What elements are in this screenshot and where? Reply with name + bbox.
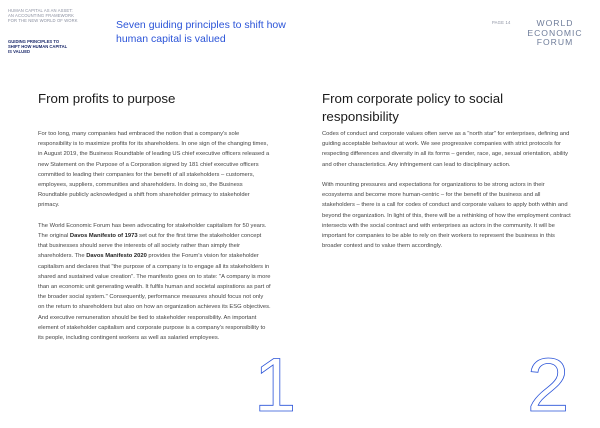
principle-number-2: 2 (527, 343, 570, 428)
document-title (8, 8, 103, 23)
section-label (8, 39, 93, 54)
document-title-line: FOR THE NEW WORLD OF WORK (8, 18, 78, 23)
logo-line: ECONOMIC (527, 27, 583, 38)
logo-line: FORUM (536, 37, 574, 47)
section-label-line: SHIFT HOW HUMAN CAPITAL (8, 44, 68, 49)
principle-number-1: 1 (254, 343, 297, 428)
right-paragraph-2: With mounting pressures and expectations for organizations to be strong actors in their ecosystems and become more human-centric – for the benefit of the business and all stakeholders – there is a call for codes of conduct and corporate values to apply both within and beyond the organization. In light of this, there will be a rethinking of how the employment contract intersects with the social contract and with enterprises as actors in the community. It will be important for companies to be able to rely on their workers to represent the business in this broader context and to value them accordingly. (322, 182, 571, 250)
manifesto-2020-link-text: Davos Manifesto 2020 (86, 253, 147, 260)
chapter-title-line: human capital is valued (116, 33, 226, 45)
left-paragraph-1: For too long, many companies had embraced the notion that a company's sole responsibility is to maximize profits for its shareholders. In one sign of the changing times, in August 2019, the Business Roundtable of leading US chief executive officers released a new Statement on the Purpose of a Corporation signed by 181 chief executive officers committed to leading their companies for the benefit of all stakeholders – customers, employees, suppliers, communities and shareholders. In doing so, the Business Roundtable publicly acknowledged a shift from shareholder primacy to stakeholder primacy. (38, 131, 270, 209)
manifesto-1973-link-text: Davos Manifesto of 1973 (69, 233, 138, 240)
document-title-line: HUMAN CAPITAL AS AN ASSET: (8, 8, 73, 13)
right-heading: From corporate policy to social responsibility (322, 91, 504, 124)
text-run: provides the Forum's vision for stakeholder capitalism and declares that "the purpose of a company is to engage all its stakeholders in shared and sustained value creation". The manifesto goes on to state: "A company is more than an economic unit generating wealth. It fulfils human and societal aspirations as part of the broader social system." Consequently, performance measures should focus not only on the return to shareholders but also on how an organization achieves its ESG objectives. And executive remuneration should be tied to stakeholder responsibility. An important element of stakeholder capitalism and corporate purpose is a company's responsibility to its people, including contingent workers as well as salaried employees. (38, 253, 271, 342)
left-column (38, 129, 271, 353)
right-column (322, 129, 572, 262)
left-paragraph-2 (38, 221, 271, 343)
wef-logo (521, 19, 589, 48)
section-label-line: IS VALUED (8, 49, 31, 54)
page-number: PAGE 14 (492, 20, 511, 25)
chapter-title-line: Seven guiding principles to shift how (116, 19, 286, 31)
text-run: set out for the first time the stakeholder concept that businesses should serve the interests of all society rather than simply their shareholders. The (38, 233, 262, 260)
logo-line: WORLD (536, 18, 574, 28)
right-paragraph-1: Codes of conduct and corporate values often serve as a "north star" for enterprises, defining and guiding acceptable behaviour at work. We see progressive companies with strict protocols for respecting differences and diversity in all its forms – gender, race, age, sexual orientation, ability and other characteristics. Any infringement can lead to disciplinary action. (322, 131, 570, 168)
text-run: The World Economic Forum has been advocating for stakeholder capitalism for 50 years. The original (38, 222, 267, 240)
chapter-title (116, 18, 316, 46)
document-title-line: AN ACCOUNTING FRAMEWORK (8, 13, 75, 18)
section-label-line: GUIDING PRINCIPLES TO (8, 39, 60, 44)
left-heading: From profits to purpose (38, 91, 176, 106)
